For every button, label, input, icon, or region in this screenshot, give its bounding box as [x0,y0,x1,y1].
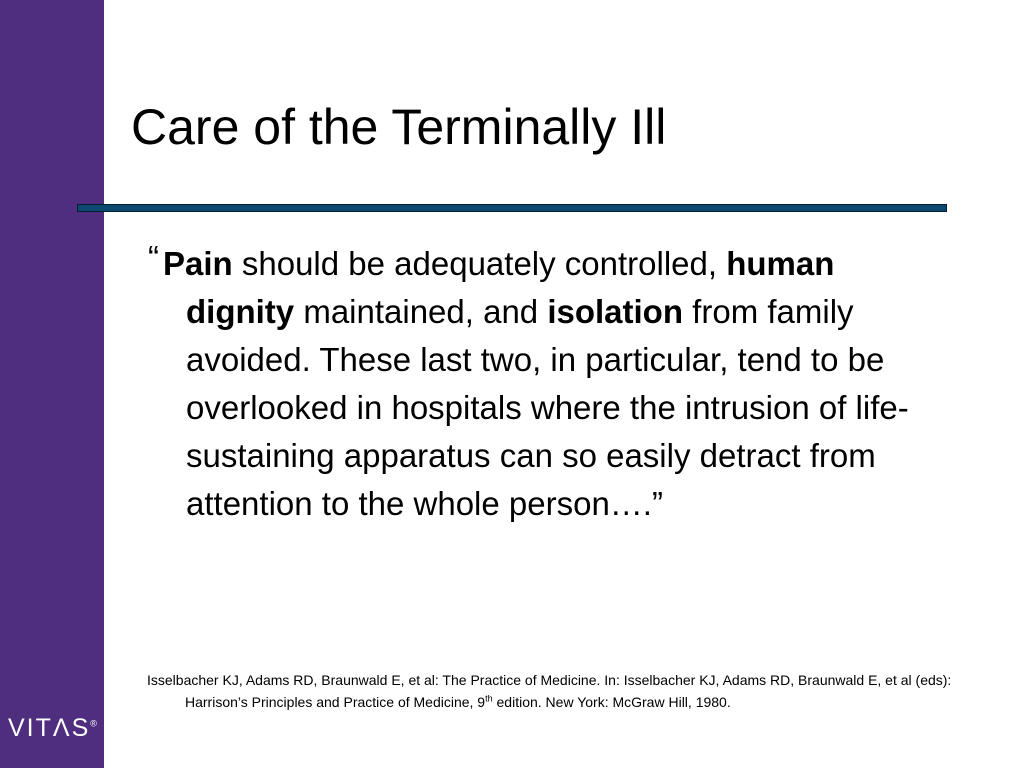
quote-text-3: from family avoided. These last two, in particular, tend to be overlooked in hospitals where the intrusion of life-sustaining apparatus can so easily detract from attention to the whole person….” [186,293,909,522]
quote-paragraph [148,240,946,528]
logo-text: VITΛS [8,714,91,742]
open-quote-mark: “ [148,239,159,276]
quote-text-1: should be adequately controlled, [232,245,727,282]
quote-text-2: maintained, and [294,293,548,330]
citation [147,669,955,713]
quote-bold-human-dignity: human dignity [186,245,835,330]
quote-bold-isolation: isolation [547,293,684,330]
citation-text-after: edition. New York: McGraw Hill, 1980. [492,694,731,710]
citation-superscript: th [485,693,493,704]
quote-bold-pain: Pain [163,245,233,282]
title-divider [77,204,947,212]
vitas-logo [8,714,97,743]
brand-sidebar [0,0,104,768]
slide-title: Care of the Terminally Ill [131,99,667,155]
registered-mark: ® [90,718,97,729]
citation-text-before: Isselbacher KJ, Adams RD, Braunwald E, et al: The Practice of Medicine. In: Isselbacher KJ, Adams RD, Braunwald E, et al (eds): Harrison’s Principles and Practice of Medicine, 9 [147,672,952,710]
